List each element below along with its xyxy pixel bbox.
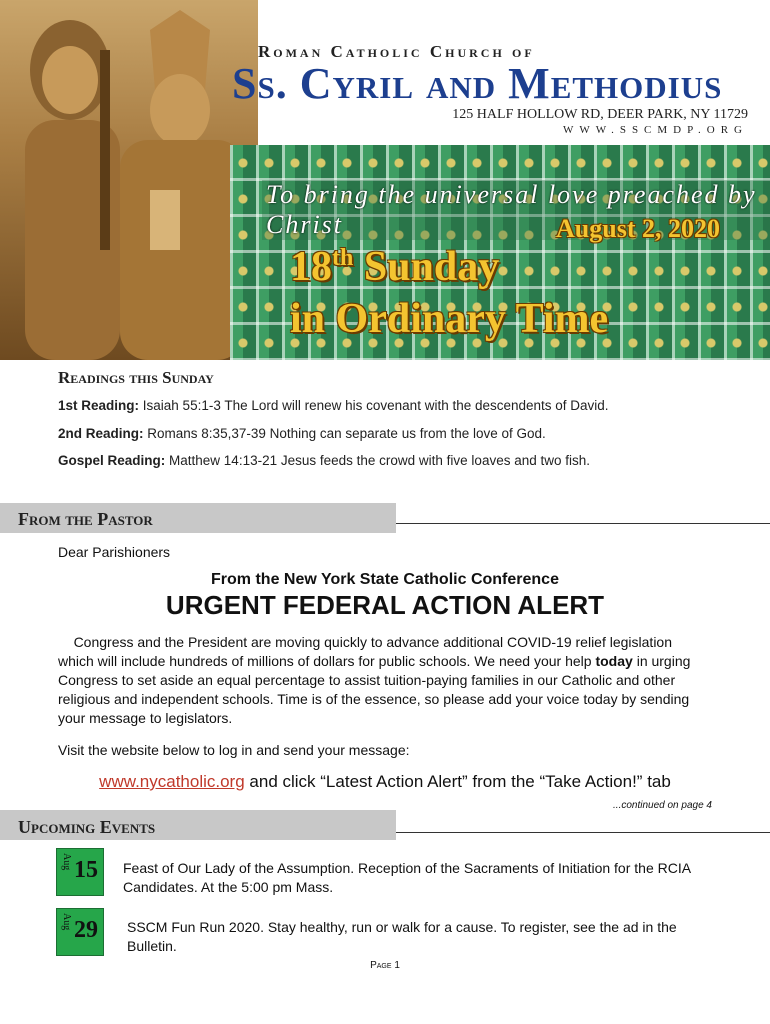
tagline: To bring the universal love preached by Christ [262, 180, 770, 240]
church-name: Ss. Cyril and Methodius [232, 59, 723, 108]
alert-headline: URGENT FEDERAL ACTION ALERT [165, 590, 605, 620]
events-section-rule [396, 832, 770, 833]
event-date-badge [56, 848, 104, 896]
church-prefix: Roman Catholic Church of [258, 42, 535, 61]
readings-heading: Readings this Sunday [58, 368, 214, 387]
action-instructions: and click “Latest Action Alert” from the “Take Action!” tab [244, 772, 671, 791]
saints-statue-image [0, 0, 258, 360]
event-description: Feast of Our Lady of the Assumption. Reception of the Sacraments of Initiation for the RCIA Candidates. At the 5:00 pm Mass. [123, 860, 691, 895]
nycatholic-link[interactable]: www.nycatholic.org [99, 772, 245, 791]
reading-label: 2nd Reading: [58, 426, 144, 441]
pastor-heading: From the Pastor [18, 509, 153, 529]
event-month: Aug [61, 853, 72, 871]
event-day: 29 [74, 917, 98, 943]
event-description: SSCM Fun Run 2020. Stay healthy, run or walk for a cause. To register, see the ad in the Bulletin. [127, 919, 677, 954]
reading-gospel [58, 453, 590, 468]
sunday-suffix: th [332, 245, 354, 271]
reading-text: Isaiah 55:1-3 The Lord will renew his covenant with the descendents of David. [142, 398, 609, 413]
reading-label: Gospel Reading: [58, 453, 166, 468]
reading-2 [58, 426, 546, 441]
sunday-number: 18 [290, 244, 332, 290]
sunday-word: Sunday [363, 244, 500, 290]
continued-note: ...continued on page 4 [613, 800, 712, 811]
alert-body-bold: today [595, 653, 633, 669]
alert-body-part2: in urging Congress to set aside an equal percentage to assist tuition-paying families in our Catholic and other religious and independent schools. Time is of the essence, so please add your voice today by sending your message to legislators. [58, 653, 691, 726]
masthead [0, 0, 770, 360]
pastor-section-rule [396, 523, 770, 524]
greeting: Dear Parishioners [58, 544, 171, 560]
church-address: 125 HALF HOLLOW RD, DEER PARK, NY 11729 [452, 107, 748, 122]
events-heading: Upcoming Events [18, 817, 156, 837]
reading-1 [58, 398, 609, 413]
page-number: Page 1 [370, 960, 400, 971]
liturgical-title [290, 232, 608, 345]
visit-instruction: Visit the website below to log in and send your message: [58, 742, 410, 758]
event-month: Aug [61, 913, 72, 931]
conference-heading: From the New York State Catholic Conference [211, 571, 559, 588]
alert-body [58, 633, 698, 728]
bulletin-date: August 2, 2020 [556, 214, 720, 243]
alert-body-part1: Congress and the President are moving quickly to advance additional COVID-19 relief legislation which will include hundreds of millions of dollars for public schools. We need your help [58, 634, 673, 669]
sunday-line2: in Ordinary Time [290, 296, 609, 342]
action-line [0, 772, 770, 792]
church-website[interactable]: WWW.SSCMDP.ORG [562, 124, 748, 136]
reading-text: Romans 8:35,37-39 Nothing can separate us from the love of God. [147, 426, 546, 441]
event-day: 15 [74, 857, 98, 883]
event-date-badge [56, 908, 104, 956]
reading-text: Matthew 14:13-21 Jesus feeds the crowd with five loaves and two fish. [169, 453, 591, 468]
reading-label: 1st Reading: [58, 398, 140, 413]
